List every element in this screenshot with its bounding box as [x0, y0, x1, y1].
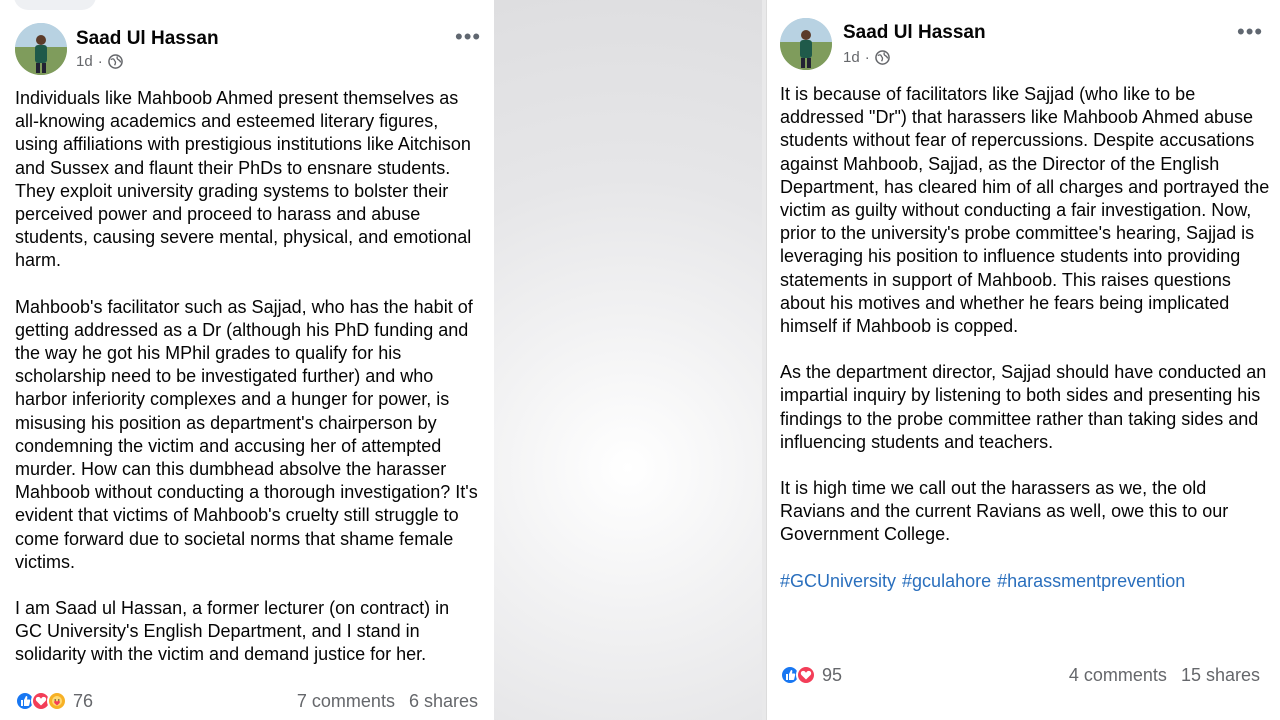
background-divider	[494, 0, 762, 720]
post-paragraph: Mahboob's facilitator such as Sajjad, who has the habit of getting addressed as a Dr (although his PhD funding and the way he got his MPhil grades to qualify for his scholarship need to be investigated further) and who harbor inferiority complexes and a hunger for power, is misusing his position as department's chairperson by condemning the victim and accusing her of attempted murder. How can this dumbhead absolve the harasser Mahboob without conducting a thorough investigation? It's evident that victims of Mahboob's cruelty still struggle to come forward due to societal norms that shame female victims.	[15, 296, 478, 572]
post-paragraph: As the department director, Sajjad should have conducted an impartial inquiry by listening to both sides and presenting his findings to the probe committee rather than taking sides and influencing students and teachers.	[780, 362, 1267, 452]
hashtag-list	[780, 570, 1270, 593]
meta-separator: ·	[97, 53, 103, 70]
post-stats	[297, 691, 478, 712]
post-header	[767, 0, 1280, 80]
post-paragraph: It is because of facilitators like Sajjad (who like to be addressed "Dr") that harassers like Mahboob Ahmed abuse students without fear of repercussions. Despite accusations against Mahboob, Sajjad, as the Director of the English Department, has cleared him of all charges and portrayed the victim as guilty without conducting a fair investigation. Now, prior to the university's probe committee's hearing, Sajjad is leveraging his position to influence students into providing statements in support of Mahboob. This raises questions about his motives and whether he fears being implicated himself if Mahboob is copped.	[780, 84, 1270, 337]
post-right	[766, 0, 1280, 720]
hashtag-link[interactable]: #GCUniversity	[780, 570, 897, 591]
avatar[interactable]	[780, 18, 832, 70]
reaction-count: 76	[73, 690, 94, 711]
avatar[interactable]	[15, 23, 67, 75]
reactions-summary[interactable]	[780, 665, 842, 686]
post-paragraph: Individuals like Mahboob Ahmed present themselves as all-knowing academics and esteemed literary figures, using affiliations with prestigious institutions like Aitchison and Sussex and flaunt their PhDs to ensnare students. They exploit university grading systems to bolster their perceived power and proceed to harass and abuse students, causing severe mental, physical, and emotional harm.	[15, 88, 472, 271]
comments-count-link[interactable]: 4 comments	[1068, 664, 1167, 685]
post-meta	[76, 53, 123, 70]
post-body	[780, 83, 1270, 616]
more-options-icon[interactable]: •••	[455, 24, 482, 49]
post-left	[0, 0, 494, 720]
author-name[interactable]: Saad Ul Hassan	[76, 28, 219, 49]
shares-count-link[interactable]: 15 shares	[1180, 664, 1260, 685]
shares-count-link[interactable]: 6 shares	[408, 690, 478, 711]
meta-separator: ·	[864, 49, 870, 66]
globe-icon	[875, 50, 890, 65]
hashtag-link[interactable]: #harassmentprevention	[997, 570, 1186, 591]
more-options-icon[interactable]: •••	[1237, 19, 1264, 44]
reaction-count: 95	[822, 664, 843, 685]
post-header	[0, 0, 494, 80]
post-footer	[767, 658, 1280, 692]
post-paragraph: I am Saad ul Hassan, a former lecturer (on contract) in GC University's English Department, and I stand in solidarity with the victim and demand justice for her.	[15, 598, 450, 665]
post-paragraph: It is high time we call out the harassers as we, the old Ravians and the current Ravians as well, owe this to our Government College.	[780, 478, 1229, 545]
post-body	[15, 87, 481, 690]
hashtag-link[interactable]: #gculahore	[902, 570, 992, 591]
globe-icon	[108, 54, 123, 69]
care-reaction-icon	[47, 691, 67, 711]
reactions-summary[interactable]	[15, 691, 93, 712]
author-name[interactable]: Saad Ul Hassan	[843, 22, 986, 43]
post-time[interactable]: 1d	[843, 49, 860, 66]
post-time[interactable]: 1d	[76, 53, 93, 70]
post-footer	[0, 684, 494, 718]
love-reaction-icon	[796, 665, 816, 685]
post-stats	[1069, 665, 1260, 686]
comments-count-link[interactable]: 7 comments	[296, 690, 395, 711]
post-meta	[843, 49, 890, 66]
